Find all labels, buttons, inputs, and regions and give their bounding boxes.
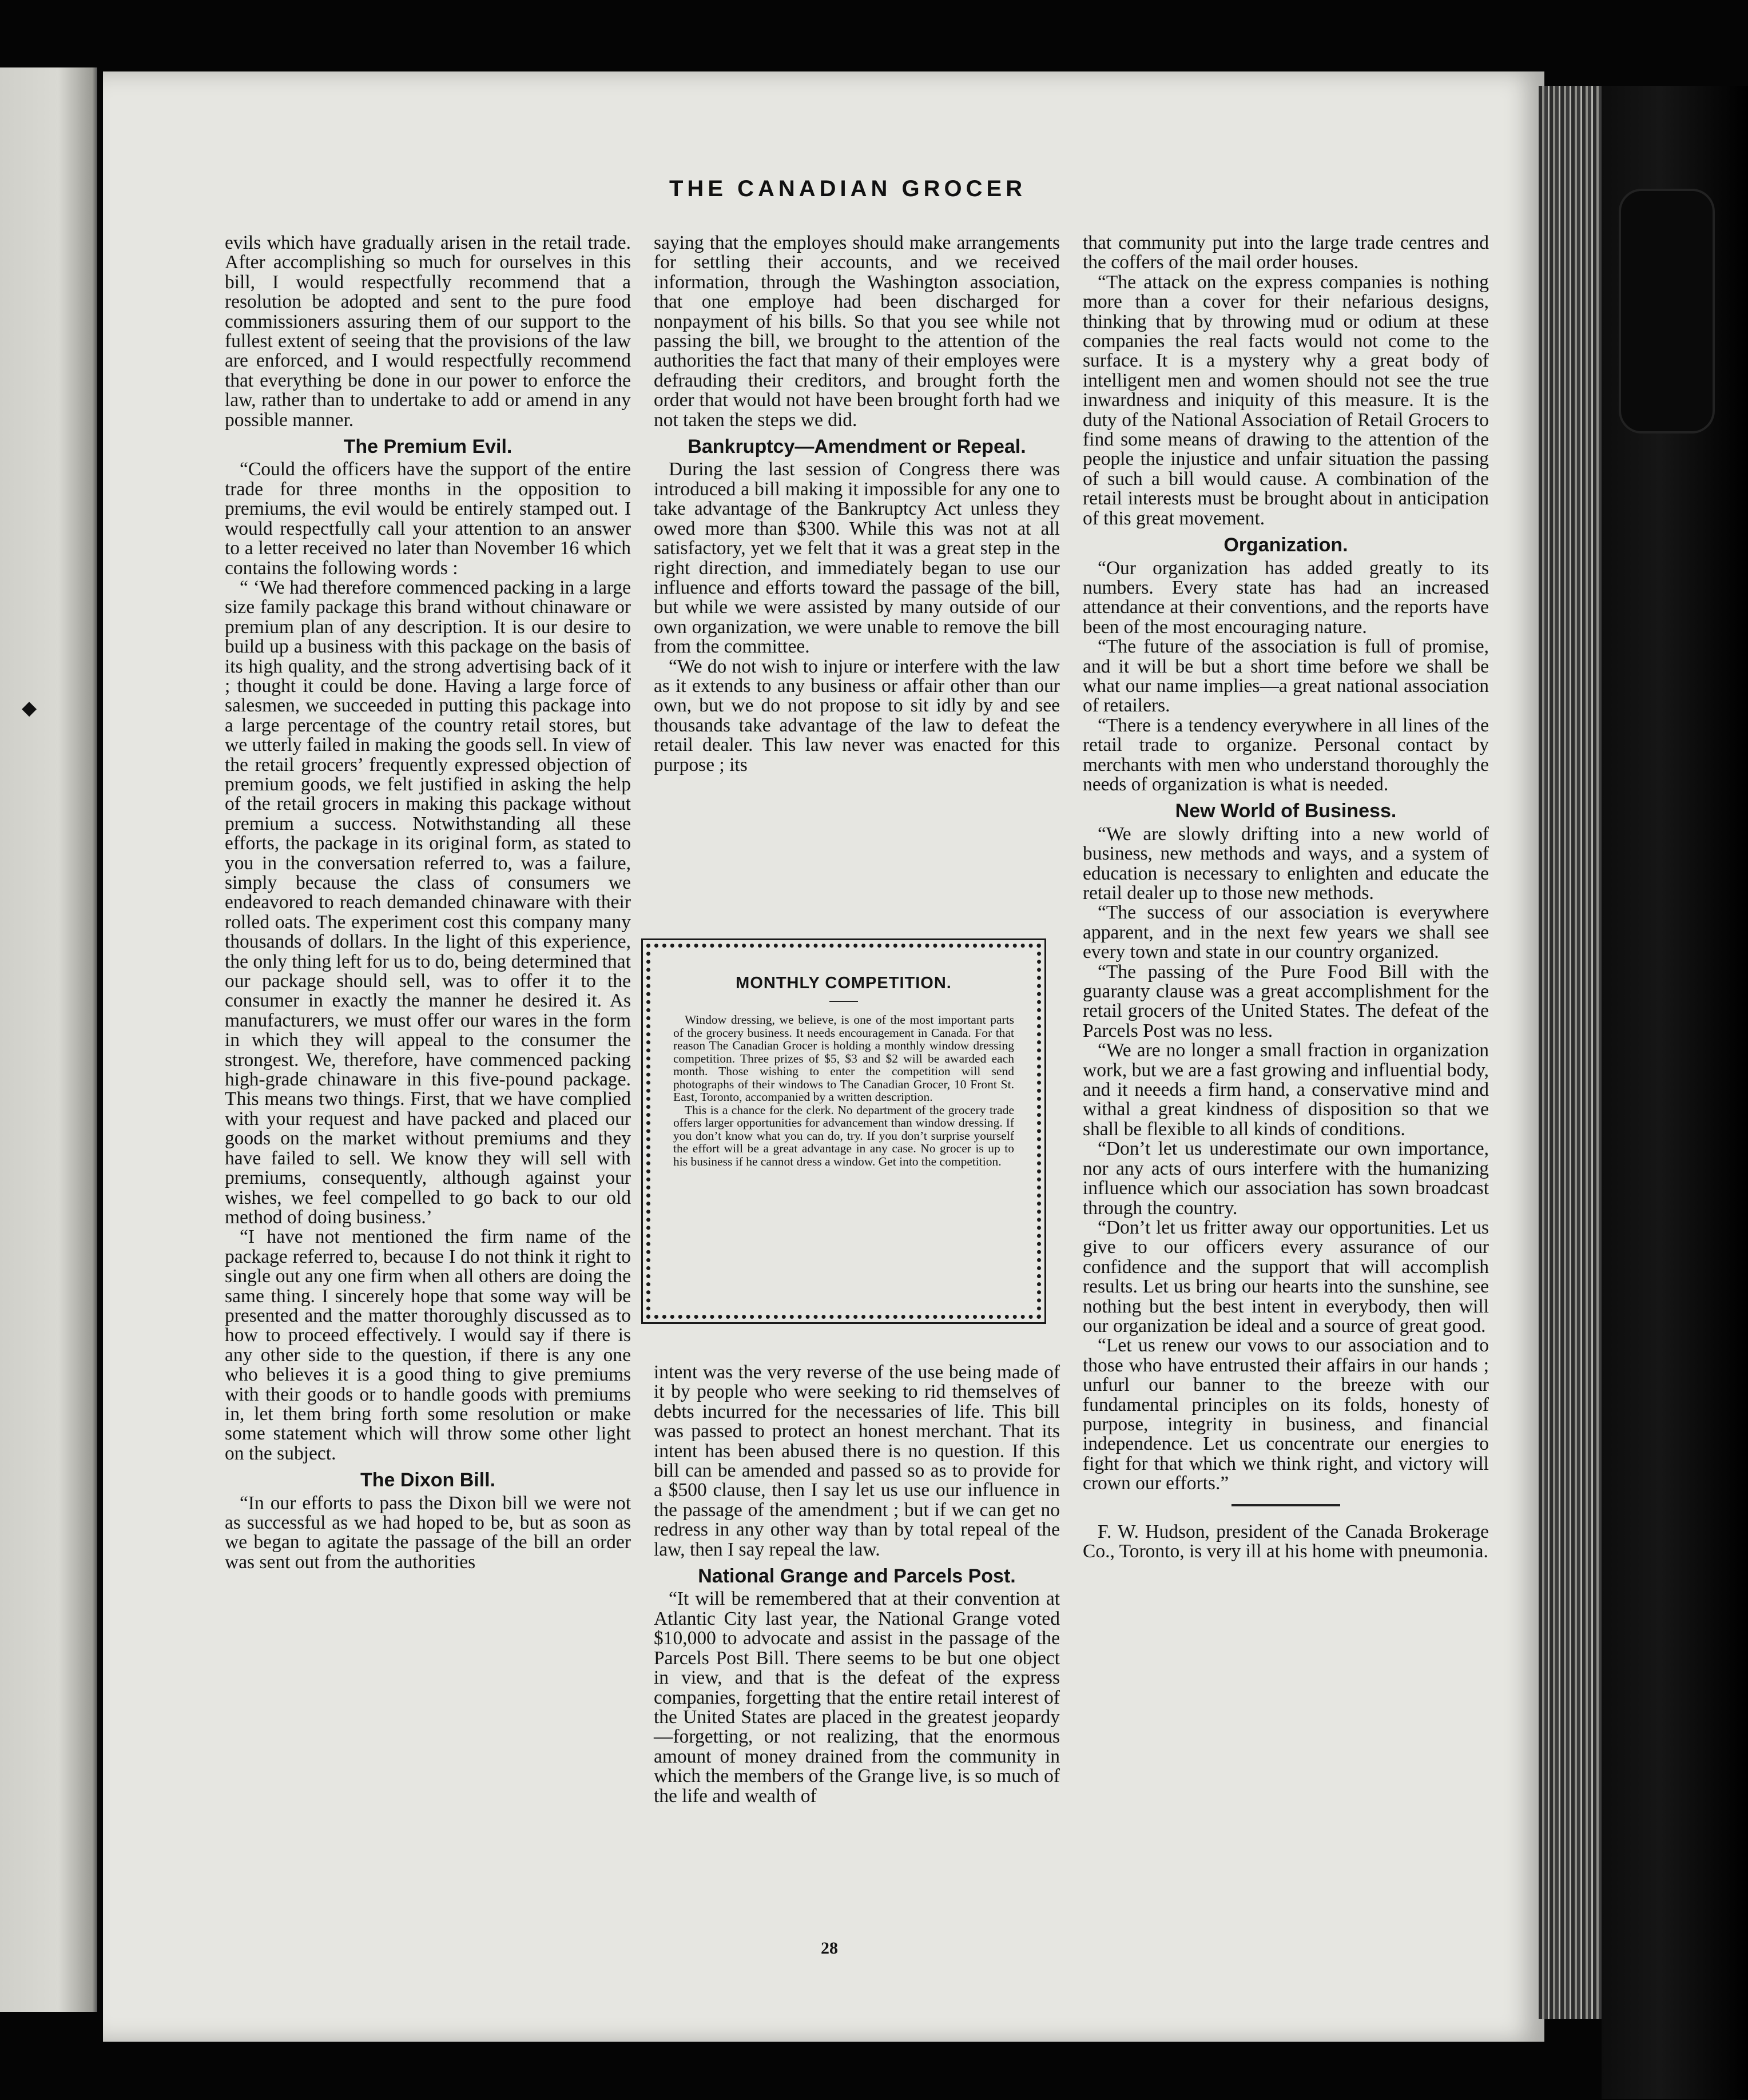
masthead: THE CANADIAN GROCER xyxy=(669,176,1027,201)
paragraph: saying that the employes should make arrangements for settling their accounts, and we received information, through the Washington association, that one employe had been discharged for nonpayment of his bills. So that you see while not passing the bill, we brought to the attention of the authorities the fact that many of their employes were defrauding their creditors, and brought forth the order that would not have been brought forth had we not taken the steps we did. xyxy=(654,232,1060,431)
news-item: F. W. Hudson, president of the Canada Brokerage Co., Toronto, is very ill at his home with pneumonia. xyxy=(1083,1521,1489,1562)
section-heading: The Dixon Bill. xyxy=(360,1469,496,1492)
column-2-top xyxy=(654,233,1060,775)
facing-page-edge xyxy=(0,67,97,2012)
paragraph: intent was the very reverse of the use being made of it by people who were seeking to rid themselves of debts incurred for the necessaries of life. This bill was passed to protect an honest merchant. That its intent has been abused there is no question. If this bill can be amended and passed so as to provide for a $500 clause, then I say let us use our influence in the passage of the amendment ; but if we can get no redress in any other way than by total repeal of the law, then I say repeal the law. xyxy=(654,1362,1060,1560)
paragraph: “The attack on the express companies is nothing more than a cover for their nefarious designs, thinking that by throwing mud or odium at these companies the real facts would not come to the surface. It is a mystery why a great body of intelligent men and women should not see the true inwardness and iniquity of this measure. It is the duty of the National Association of Retail Grocers to find some means of drawing to the attention of the people the injustice and unfair situation the passing of such a bill would cause. A combination of the retail interests must be brought about in anticipation of this great movement. xyxy=(1083,271,1489,529)
page-stack-edges xyxy=(1539,86,1602,2019)
section-heading: National Grange and Parcels Post. xyxy=(698,1565,1016,1588)
paragraph: “Don’t let us underestimate our own importance, nor any acts of ours interfere with the humanizing influence which our association has sown broadcast through the country. xyxy=(1083,1138,1489,1219)
paragraph: “Could the officers have the support of the entire trade for three months in the opposition to premiums, the evil would be entirely stamped out. I would respectfully call your attention to an answer to a letter received no later than November 16 which contains the following words : xyxy=(225,459,631,579)
box-title: MONTHLY COMPETITION. xyxy=(736,974,952,992)
paragraph: “Don’t let us fritter away our opportunities. Let us give to our officers every assurance of our confidence and the support that will accomplish results. Let us bring our hearts into the sunshine, see nothing but the best intent in everybody, then will our organization be ideal and a source of great good. xyxy=(1083,1216,1489,1337)
paragraph: evils which have gradually arisen in the retail trade. After accomplishing so much for ourselves in this bill, I would respectfully recommend that a resolution be adopted and sent to the pure food commissioners assuring them of our support to the fullest extent of seeing that the provisions of the law are enforced, and I would respectfully recommend that everything be done in our power to enforce the law, rather than to undertake to add or amend in any possible manner. xyxy=(225,232,631,431)
paragraph: “ ‘We had therefore commenced packing in a large size family package this brand without chinaware or premium plan of any description. It is our desire to build up a business with this package on the basis of its high quality, and the strong advertising back of it ; thought it could be done. Having a large force of salesmen, we succeeded in putting this package into a large percentage of the country retail stores, but we utterly failed in making the goods sell. In view of the retail grocers’ frequently expressed objection of premium goods, we felt justified in asking the help of the retail grocers in making this package without premium a success. Notwithstanding all these efforts, the package in its original form, as stated to you in the conversation referred to, was a failure, simply because the class of consumers we endeavored to reach demanded chinaware with their rolled oats. The experiment cost this company many thousands of dollars. In the light of this experience, the only thing left for us to do, being determined that our package should sell, was to offer it to the consumer in exactly the manner he desired it. As manufacturers, we must offer our wares in the form in which they will appeal to the consumer the strongest. We, therefore, have commenced packing high-grade chinaware in this five-pound package. This means two things. First, that we have complied with your request and have packed and placed our goods on the market without premiums and they have failed to sell. We know they will sell with premiums, consequently, although against your wishes, we feel compelled to go back to our old method of doing business.’ xyxy=(225,576,631,1228)
column-2-bottom xyxy=(654,1363,1060,1806)
paragraph: that community put into the large trade centres and the coffers of the mail order houses. xyxy=(1083,232,1489,273)
paragraph: “There is a tendency everywhere in all lines of the retail trade to organize. Personal contact by merchants with men who understand thoroughly the needs of organization is what is needed. xyxy=(1083,714,1489,795)
box-divider xyxy=(829,1001,858,1002)
column-3 xyxy=(1083,233,1489,1561)
monthly-competition-box xyxy=(646,944,1041,1319)
paragraph: “It will be remembered that at their convention at Atlantic City last year, the National Grange voted $10,000 to advocate and assist in the passage of the Parcels Post Bill. There seems to be but one object in view, and that is the defeat of the express companies, forgetting that the entire retail interest of the United States are placed in the greatest jeopardy—forgetting, or not realizing, that the enormous amount of money drained from the community in which the members of the Grange live, is so much of the life and wealth of xyxy=(654,1588,1060,1807)
paragraph: “In our efforts to pass the Dixon bill we were not as successful as we had hoped to be, but as soon as we began to agitate the passage of the bill an order was sent out from the authorities xyxy=(225,1492,631,1573)
section-heading: Organization. xyxy=(1223,534,1348,556)
spine-band xyxy=(1619,189,1715,433)
paragraph: “The future of the association is full of promise, and it will be but a short time before we shall be what our name implies—a great national association of retailers. xyxy=(1083,636,1489,717)
box-paragraph: This is a chance for the clerk. No department of the grocery trade offers larger opportunities for advancement than window dressing. If you don’t know what you can do, try. If you don’t surprise yourself the effort will be a great advantage in any case. No grocer is up to his business if he cannot dress a window. Get into the competition. xyxy=(673,1103,1014,1168)
section-heading: New World of Business. xyxy=(1175,800,1397,822)
box-paragraph: Window dressing, we believe, is one of the most important parts of the grocery business. It needs encouragement in Canada. For that reason The Canadian Grocer is holding a monthly window dressing competition. Three prizes of $5, $3 and $2 will be awarded each month. Those wishing to enter the competition will send photographs of their windows to The Canadian Grocer, 10 Front St. East, Toronto, accompanied by a written description. xyxy=(673,1013,1014,1104)
paragraph: “The success of our association is everywhere apparent, and in the next few years we shall see every town and state in our country organized. xyxy=(1083,902,1489,963)
margin-marker: ◆ xyxy=(22,698,37,719)
section-heading: Bankruptcy—Amendment or Repeal. xyxy=(688,436,1026,458)
column-1 xyxy=(225,233,631,1572)
section-heading: The Premium Evil. xyxy=(343,436,513,458)
paragraph: “We do not wish to injure or interfere with the law as it extends to any business or affair other than our own, but we do not propose to sit idly by and see thousands take advantage of the law to defeat the retail dealer. This law never was enacted for this purpose ; its xyxy=(654,655,1060,775)
paragraph: “We are no longer a small fraction in organization work, but we are a fast growing and influential body, and it neeeds a firm hand, a conservative mind and withal a great kindness of disposition so that we shall be flexible to all kinds of conditions. xyxy=(1083,1040,1489,1140)
paragraph: “I have not mentioned the firm name of the package referred to, because I do not think it right to single out any one firm when all others are doing the same thing. I sincerely hope that some way will be presented and the matter thoroughly discussed as to how to proceed effectively. I would say if there is any other side to the question, if there is any one who believes it is a good thing to give premiums with their goods or to handle goods with premiums in, let them bring forth some resolution or make some statement which will throw some other light on the subject. xyxy=(225,1226,631,1464)
paragraph: During the last session of Congress there was introduced a bill making it impossible for any one to take advantage of the Bankruptcy Act unless they owed more than $300. While this was not at all satisfactory, yet we felt that it was a great step in the right direction, and immediately began to use our influence and efforts toward the passage of the bill, but while we were assisted by many outside of our own organization, we were unable to remove the bill from the committee. xyxy=(654,459,1060,658)
page-number: 28 xyxy=(821,1939,838,1958)
paragraph: “We are slowly drifting into a new world of business, new methods and ways, and a system of education is necessary to enlighten and educate the retail dealer up to those new methods. xyxy=(1083,823,1489,904)
paragraph: “Our organization has added greatly to its numbers. Every state has had an increased attendance at their conventions, and the reports have been of the most encouraging nature. xyxy=(1083,557,1489,638)
section-divider xyxy=(1231,1504,1340,1506)
paragraph: “The passing of the Pure Food Bill with the guaranty clause was a great accomplishment for the retail grocers of the United States. The defeat of the Parcels Post was no less. xyxy=(1083,961,1489,1041)
paragraph: “Let us renew our vows to our association and to those who have entrusted their affairs in our hands ; unfurl our banner to the breeze with our fundamental principles on its folds, honesty of purpose, integrity in business, and financial independence. Let us concentrate our energies to fight for that which we think right, and victory will crown our efforts.” xyxy=(1083,1335,1489,1494)
